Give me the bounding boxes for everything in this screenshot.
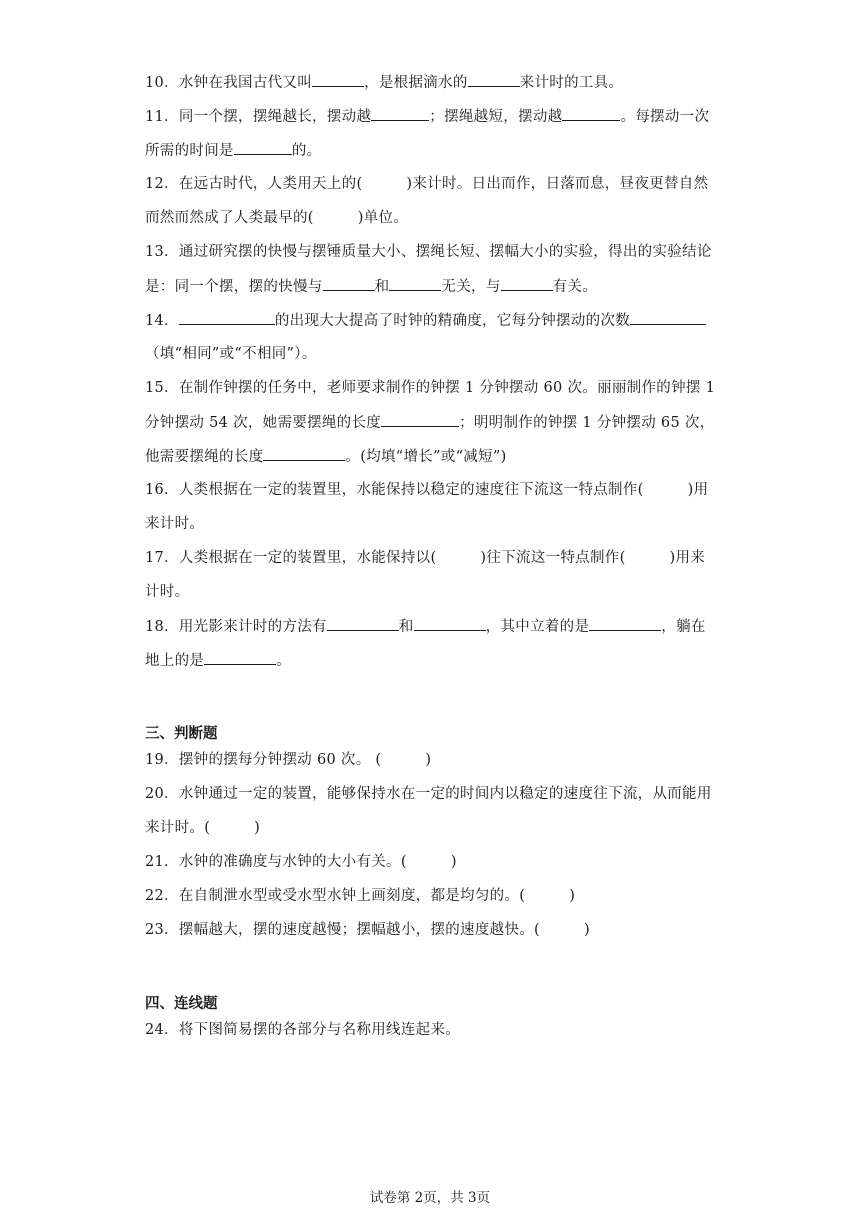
question-10: 10．水钟在我国古代又叫 ，是根据滴水的 来计时的工具。: [145, 72, 720, 93]
question-24: 24．将下图简易摆的各部分与名称用线连起来。: [145, 1022, 461, 1038]
question-17-cont: 计时。: [145, 584, 190, 600]
question-number: 16．: [145, 482, 179, 498]
question-22: 22．在自制泄水型或受水型水钟上画刻度，都是均匀的。( ): [145, 888, 576, 904]
question-number: 11．: [145, 109, 179, 125]
question-17: 17．人类根据在一定的装置里，水能保持以( )往下流这一特点制作( )用来: [145, 550, 706, 566]
question-number: 14．: [145, 313, 179, 329]
question-15-cont-2: 他需要摆绳的长度 。(均填“增长”或“减短”): [145, 446, 720, 467]
question-number: 23．: [145, 922, 179, 938]
question-14-cont: （填“相同”或“不相同”）。: [145, 346, 317, 362]
question-15-cont-1: 分钟摆动 54 次，她需要摆绳的长度 ；明明制作的钟摆 1 分钟摆动 65 次，: [145, 412, 720, 433]
question-18-cont: 地上的是 。: [145, 650, 720, 671]
answer-blank[interactable]: [414, 616, 486, 631]
question-number: 15．: [145, 380, 179, 396]
question-number: 24．: [145, 1022, 179, 1038]
question-13: 13．通过研究摆的快慢与摆锤质量大小、摆绳长短、摆幅大小的实验，得出的实验结论: [145, 244, 712, 260]
question-16: 16．人类根据在一定的装置里，水能保持以稳定的速度往下流这一特点制作( )用: [145, 482, 709, 498]
answer-blank[interactable]: [501, 276, 553, 291]
question-number: 18．: [145, 619, 179, 635]
question-12: 12．在远古时代，人类用天上的( )来计时。日出而作，日落而息，昼夜更替自然: [145, 176, 709, 192]
question-23: 23．摆幅越大，摆的速度越慢；摆幅越小，摆的速度越快。( ): [145, 922, 590, 938]
answer-blank[interactable]: [204, 650, 276, 665]
question-number: 19．: [145, 752, 179, 768]
question-19: 19．摆钟的摆每分钟摆动 60 次。 ( ): [145, 752, 432, 768]
answer-blank[interactable]: [630, 310, 706, 325]
question-15: 15．在制作钟摆的任务中，老师要求制作的钟摆 1 分钟摆动 60 次。丽丽制作的钟摆 1: [145, 380, 716, 396]
answer-blank[interactable]: [381, 412, 459, 427]
answer-blank[interactable]: [389, 276, 441, 291]
question-number: 21．: [145, 854, 179, 870]
answer-blank[interactable]: [179, 310, 275, 325]
question-18: 18．用光影来计时的方法有 和 ，其中立着的是 ，躺在: [145, 616, 720, 637]
answer-blank[interactable]: [562, 106, 620, 121]
question-11-cont: 所需的时间是 的。: [145, 140, 720, 161]
answer-blank[interactable]: [312, 72, 364, 87]
question-12-cont: 而然而然成了人类最早的( )单位。: [145, 210, 409, 226]
question-11: 11．同一个摆，摆绳越长，摆动越 ；摆绳越短，摆动越 。每摆动一次: [145, 106, 720, 127]
section-heading-judgement: 三、判断题: [145, 726, 218, 742]
answer-blank[interactable]: [234, 140, 292, 155]
question-number: 20．: [145, 786, 179, 802]
answer-blank[interactable]: [323, 276, 375, 291]
question-13-cont: 是：同一个摆，摆的快慢与 和 无关，与 有关。: [145, 276, 720, 297]
question-20-cont: 来计时。( ): [145, 820, 261, 836]
question-number: 17．: [145, 550, 179, 566]
answer-blank[interactable]: [263, 446, 345, 461]
answer-blank[interactable]: [468, 72, 520, 87]
question-14: 14． 的出现大大提高了时钟的精确度，它每分钟摆动的次数: [145, 310, 720, 331]
page-footer: 试卷第 2页，共 3页: [369, 1190, 491, 1206]
question-21: 21．水钟的准确度与水钟的大小有关。( ): [145, 854, 457, 870]
question-number: 10．: [145, 75, 179, 91]
answer-blank[interactable]: [371, 106, 429, 121]
question-number: 22．: [145, 888, 179, 904]
question-number: 13．: [145, 244, 179, 260]
question-number: 12．: [145, 176, 179, 192]
answer-blank[interactable]: [589, 616, 661, 631]
question-20: 20．水钟通过一定的装置，能够保持水在一定的时间内以稳定的速度往下流，从而能用: [145, 786, 712, 802]
answer-blank[interactable]: [327, 616, 399, 631]
section-heading-matching: 四、连线题: [145, 996, 218, 1012]
question-16-cont: 来计时。: [145, 516, 205, 532]
